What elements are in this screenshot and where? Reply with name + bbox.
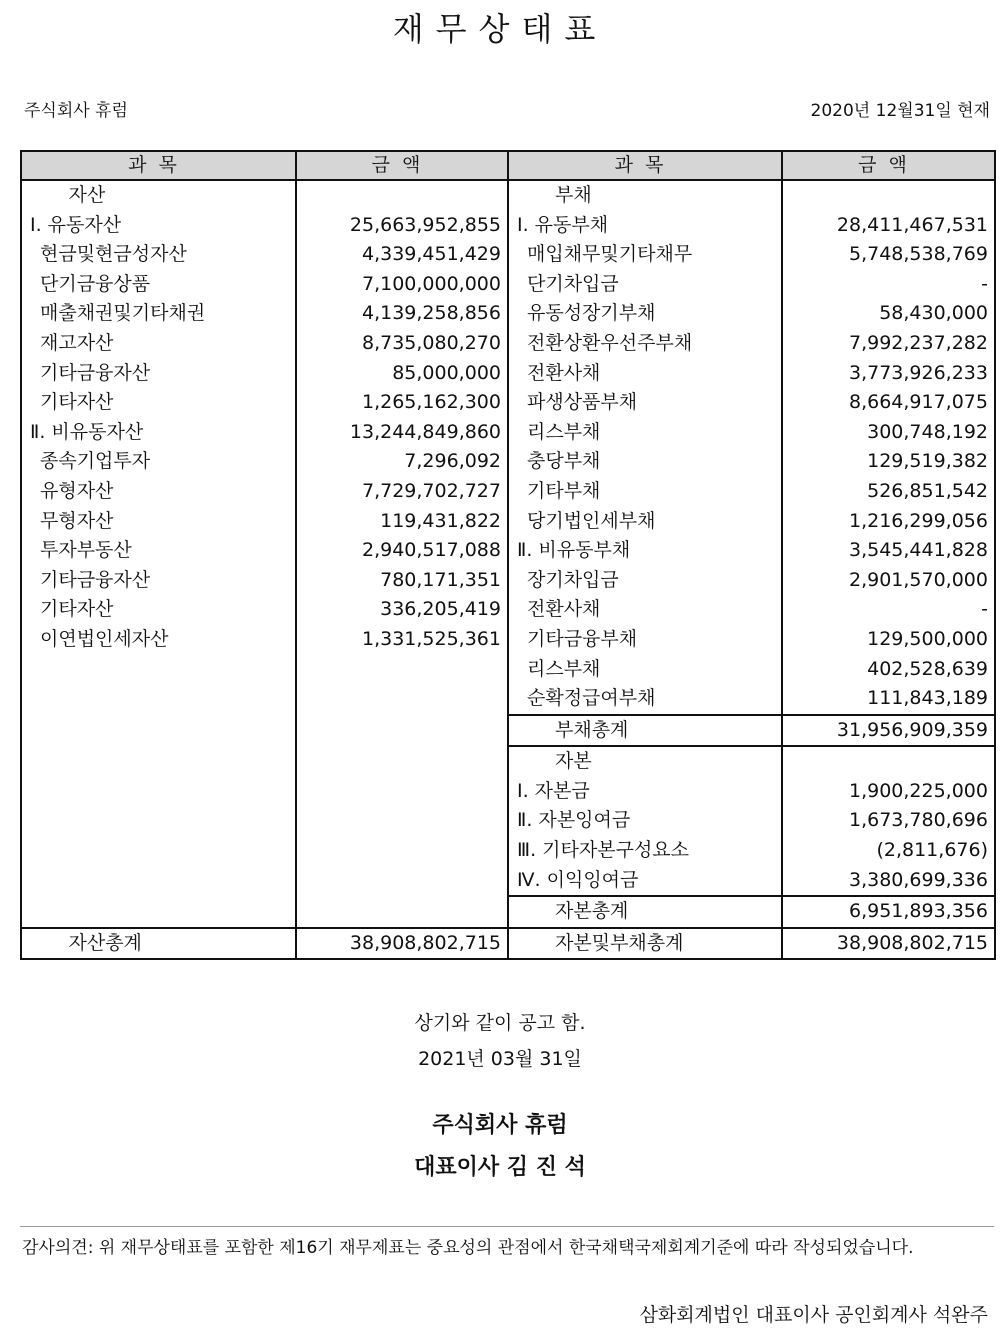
asset-item-label: 기타금융자산: [21, 359, 296, 389]
table-row: [21, 655, 995, 685]
asset-total-label: 자산총계: [68, 931, 142, 954]
asset-item-amount: 780,171,351: [296, 566, 508, 596]
table-row: [21, 447, 995, 477]
table-row: [21, 477, 995, 507]
table-row: [21, 329, 995, 359]
asset-item-label: 매출채권및기타채권: [21, 299, 296, 329]
table-row: [21, 418, 995, 448]
table-row: [21, 806, 995, 836]
table-row: [21, 684, 995, 715]
divider: [20, 1226, 994, 1227]
liability-item-amount: -: [782, 595, 995, 625]
equity-item-amount: 1,673,780,696: [782, 806, 995, 836]
as-of-date: 2020년 12월31일 현재: [810, 101, 990, 121]
empty-cell: [21, 777, 296, 807]
asset-item-label: 무형자산: [21, 507, 296, 537]
equity-item-amount: 3,380,699,336: [782, 866, 995, 897]
liability-item-amount: 8,664,917,075: [782, 388, 995, 418]
equity-total-label: 자본총계: [555, 900, 629, 923]
asset-total-label-cell: [21, 928, 296, 960]
table-row: [21, 625, 995, 655]
asset-item-label: Ⅰ. 유동자산: [21, 211, 296, 241]
header-item-right: 과목: [508, 151, 782, 180]
empty-cell: [296, 715, 508, 747]
liability-item-amount: 300,748,192: [782, 418, 995, 448]
empty-cell: [21, 715, 296, 747]
asset-item-label: [21, 655, 296, 685]
equity-item-label: Ⅳ. 이익잉여금: [508, 866, 782, 897]
table-row: [21, 211, 995, 241]
asset-item-amount: 7,296,092: [296, 447, 508, 477]
equity-section-row-label-cell: [508, 746, 782, 777]
audit-opinion: 감사의견: 위 재무상태표를 포함한 제16기 재무제표는 중요성의 관점에서 한국채택국제회계기준에 따라 작성되었습니다.: [22, 1238, 914, 1258]
asset-item-amount: [296, 684, 508, 715]
asset-total-amount: 38,908,802,715: [296, 928, 508, 960]
liability-item-label: 매입채무및기타채무: [508, 240, 782, 270]
asset-item-label: 투자부동산: [21, 536, 296, 566]
liability-item-amount: 526,851,542: [782, 477, 995, 507]
liability-item-amount: 3,545,441,828: [782, 536, 995, 566]
asset-item-label: 기타자산: [21, 388, 296, 418]
asset-item-amount: 4,139,258,856: [296, 299, 508, 329]
table-row: [21, 240, 995, 270]
asset-item-amount: 7,100,000,000: [296, 270, 508, 300]
empty-cell: [296, 896, 508, 928]
liability-item-label: 유동성장기부채: [508, 299, 782, 329]
table-row: [21, 359, 995, 389]
liability-item-amount: -: [782, 270, 995, 300]
equity-section-label: 자본: [555, 750, 592, 773]
asset-item-label: Ⅱ. 비유동자산: [21, 418, 296, 448]
table-row: [21, 507, 995, 537]
asset-item-label: 기타금융자산: [21, 566, 296, 596]
asset-item-amount: 7,729,702,727: [296, 477, 508, 507]
le-total-label: 자본및부채총계: [555, 931, 684, 954]
asset-item-label: 종속기업투자: [21, 447, 296, 477]
asset-item-amount: 13,244,849,860: [296, 418, 508, 448]
asset-item-amount: [296, 655, 508, 685]
liability-item-label: 리스부채: [508, 418, 782, 448]
liability-item-label: 충당부채: [508, 447, 782, 477]
asset-item-amount: 1,265,162,300: [296, 388, 508, 418]
equity-total-row-label-cell: [508, 896, 782, 928]
equity-item-label: Ⅱ. 자본잉여금: [508, 806, 782, 836]
empty-cell: [21, 806, 296, 836]
empty-cell: [296, 806, 508, 836]
liability-item-label: 기타금융부채: [508, 625, 782, 655]
table-row: [21, 866, 995, 897]
asset-item-amount: 85,000,000: [296, 359, 508, 389]
asset-item-label: 유형자산: [21, 477, 296, 507]
asset-item-amount: 336,205,419: [296, 595, 508, 625]
asset-item-label: 기타자산: [21, 595, 296, 625]
company-name: 주식회사 휴럼: [24, 101, 128, 121]
liability-item-label: 단기차입금: [508, 270, 782, 300]
liability-item-amount: 28,411,467,531: [782, 211, 995, 241]
liability-item-label: 전환사채: [508, 359, 782, 389]
equity-item-amount: 1,900,225,000: [782, 777, 995, 807]
liability-item-amount: 3,773,926,233: [782, 359, 995, 389]
liability-item-amount: 7,992,237,282: [782, 329, 995, 359]
notice-date: 2021년 03월 31일: [418, 1048, 582, 1070]
le-total-label-cell: [508, 928, 782, 960]
liability-item-amount: 402,528,639: [782, 655, 995, 685]
equity-total-row-amount: 6,951,893,356: [782, 896, 995, 928]
empty-cell: [21, 896, 296, 928]
liability-item-label: 순확정급여부채: [508, 684, 782, 715]
le-total-amount: 38,908,802,715: [782, 928, 995, 960]
table-row: [21, 566, 995, 596]
empty-cell: [296, 777, 508, 807]
header-amount-right: 금액: [782, 151, 995, 180]
liability-item-amount: 1,216,299,056: [782, 507, 995, 537]
liability-item-amount: 129,519,382: [782, 447, 995, 477]
liabilities-total-row-amount: 31,956,909,359: [782, 715, 995, 747]
liability-item-label: 장기차입금: [508, 566, 782, 596]
liabilities-total-row-label-cell: [508, 715, 782, 747]
equity-item-amount: (2,811,676): [782, 836, 995, 866]
empty-cell: [21, 746, 296, 777]
table-row: [21, 388, 995, 418]
asset-item-amount: 119,431,822: [296, 507, 508, 537]
signature-company: 주식회사 휴럼: [432, 1113, 568, 1138]
liability-item-label: 전환상환우선주부채: [508, 329, 782, 359]
liabilities-total-label: 부채총계: [555, 718, 629, 741]
liability-item-label: Ⅱ. 비유동부채: [508, 536, 782, 566]
liability-item-label: 당기법인세부채: [508, 507, 782, 537]
table-row: [21, 536, 995, 566]
table-row: [21, 299, 995, 329]
table-row: [21, 595, 995, 625]
liability-item-amount: 129,500,000: [782, 625, 995, 655]
balance-sheet-table: [20, 150, 996, 960]
liability-item-amount: 111,843,189: [782, 684, 995, 715]
liability-item-amount: 5,748,538,769: [782, 240, 995, 270]
signature-ceo: 대표이사 김 진 석: [414, 1155, 586, 1180]
table-header-row: [21, 151, 995, 180]
equity-section-row: [21, 746, 995, 777]
liability-item-label: 전환사채: [508, 595, 782, 625]
equity-item-label: Ⅲ. 기타자본구성요소: [508, 836, 782, 866]
asset-item-amount: 4,339,451,429: [296, 240, 508, 270]
empty-cell: [296, 836, 508, 866]
asset-item-amount: 1,331,525,361: [296, 625, 508, 655]
auditor-signature: 삼화회계법인 대표이사 공인회계사 석완주: [639, 1304, 988, 1326]
liability-item-amount: 2,901,570,000: [782, 566, 995, 596]
asset-item-amount: 8,735,080,270: [296, 329, 508, 359]
empty-cell: [21, 866, 296, 897]
notice-text: 상기와 같이 공고 함.: [414, 1012, 586, 1034]
asset-item-label: 단기금융상품: [21, 270, 296, 300]
liability-item-amount: 58,430,000: [782, 299, 995, 329]
table-row: [21, 836, 995, 866]
equity-total-row: [21, 896, 995, 928]
equity-item-label: Ⅰ. 자본금: [508, 777, 782, 807]
header-item-left: 과목: [21, 151, 296, 180]
liability-item-label: Ⅰ. 유동부채: [508, 211, 782, 241]
empty-cell: [296, 866, 508, 897]
empty-cell: [296, 746, 508, 777]
liability-item-label: 리스부채: [508, 655, 782, 685]
document-title: 재무상태표: [392, 10, 608, 48]
empty-cell: [21, 836, 296, 866]
table-row: [21, 270, 995, 300]
asset-item-label: 이연법인세자산: [21, 625, 296, 655]
asset-item-label: 현금및현금성자산: [21, 240, 296, 270]
asset-item-amount: 25,663,952,855: [296, 211, 508, 241]
asset-item-label: [21, 684, 296, 715]
asset-item-amount: 2,940,517,088: [296, 536, 508, 566]
equity-section-row-amount: [782, 746, 995, 777]
table-row: [21, 777, 995, 807]
liability-item-label: 기타부채: [508, 477, 782, 507]
liability-item-label: 파생상품부채: [508, 388, 782, 418]
section-row: [21, 180, 995, 211]
asset-item-label: 재고자산: [21, 329, 296, 359]
liabilities-section-label: 부채: [555, 184, 592, 206]
liabilities-total-row: [21, 715, 995, 747]
header-amount-left: 금액: [296, 151, 508, 180]
grand-total-row: [21, 928, 995, 960]
assets-section-label: 자산: [68, 184, 106, 206]
